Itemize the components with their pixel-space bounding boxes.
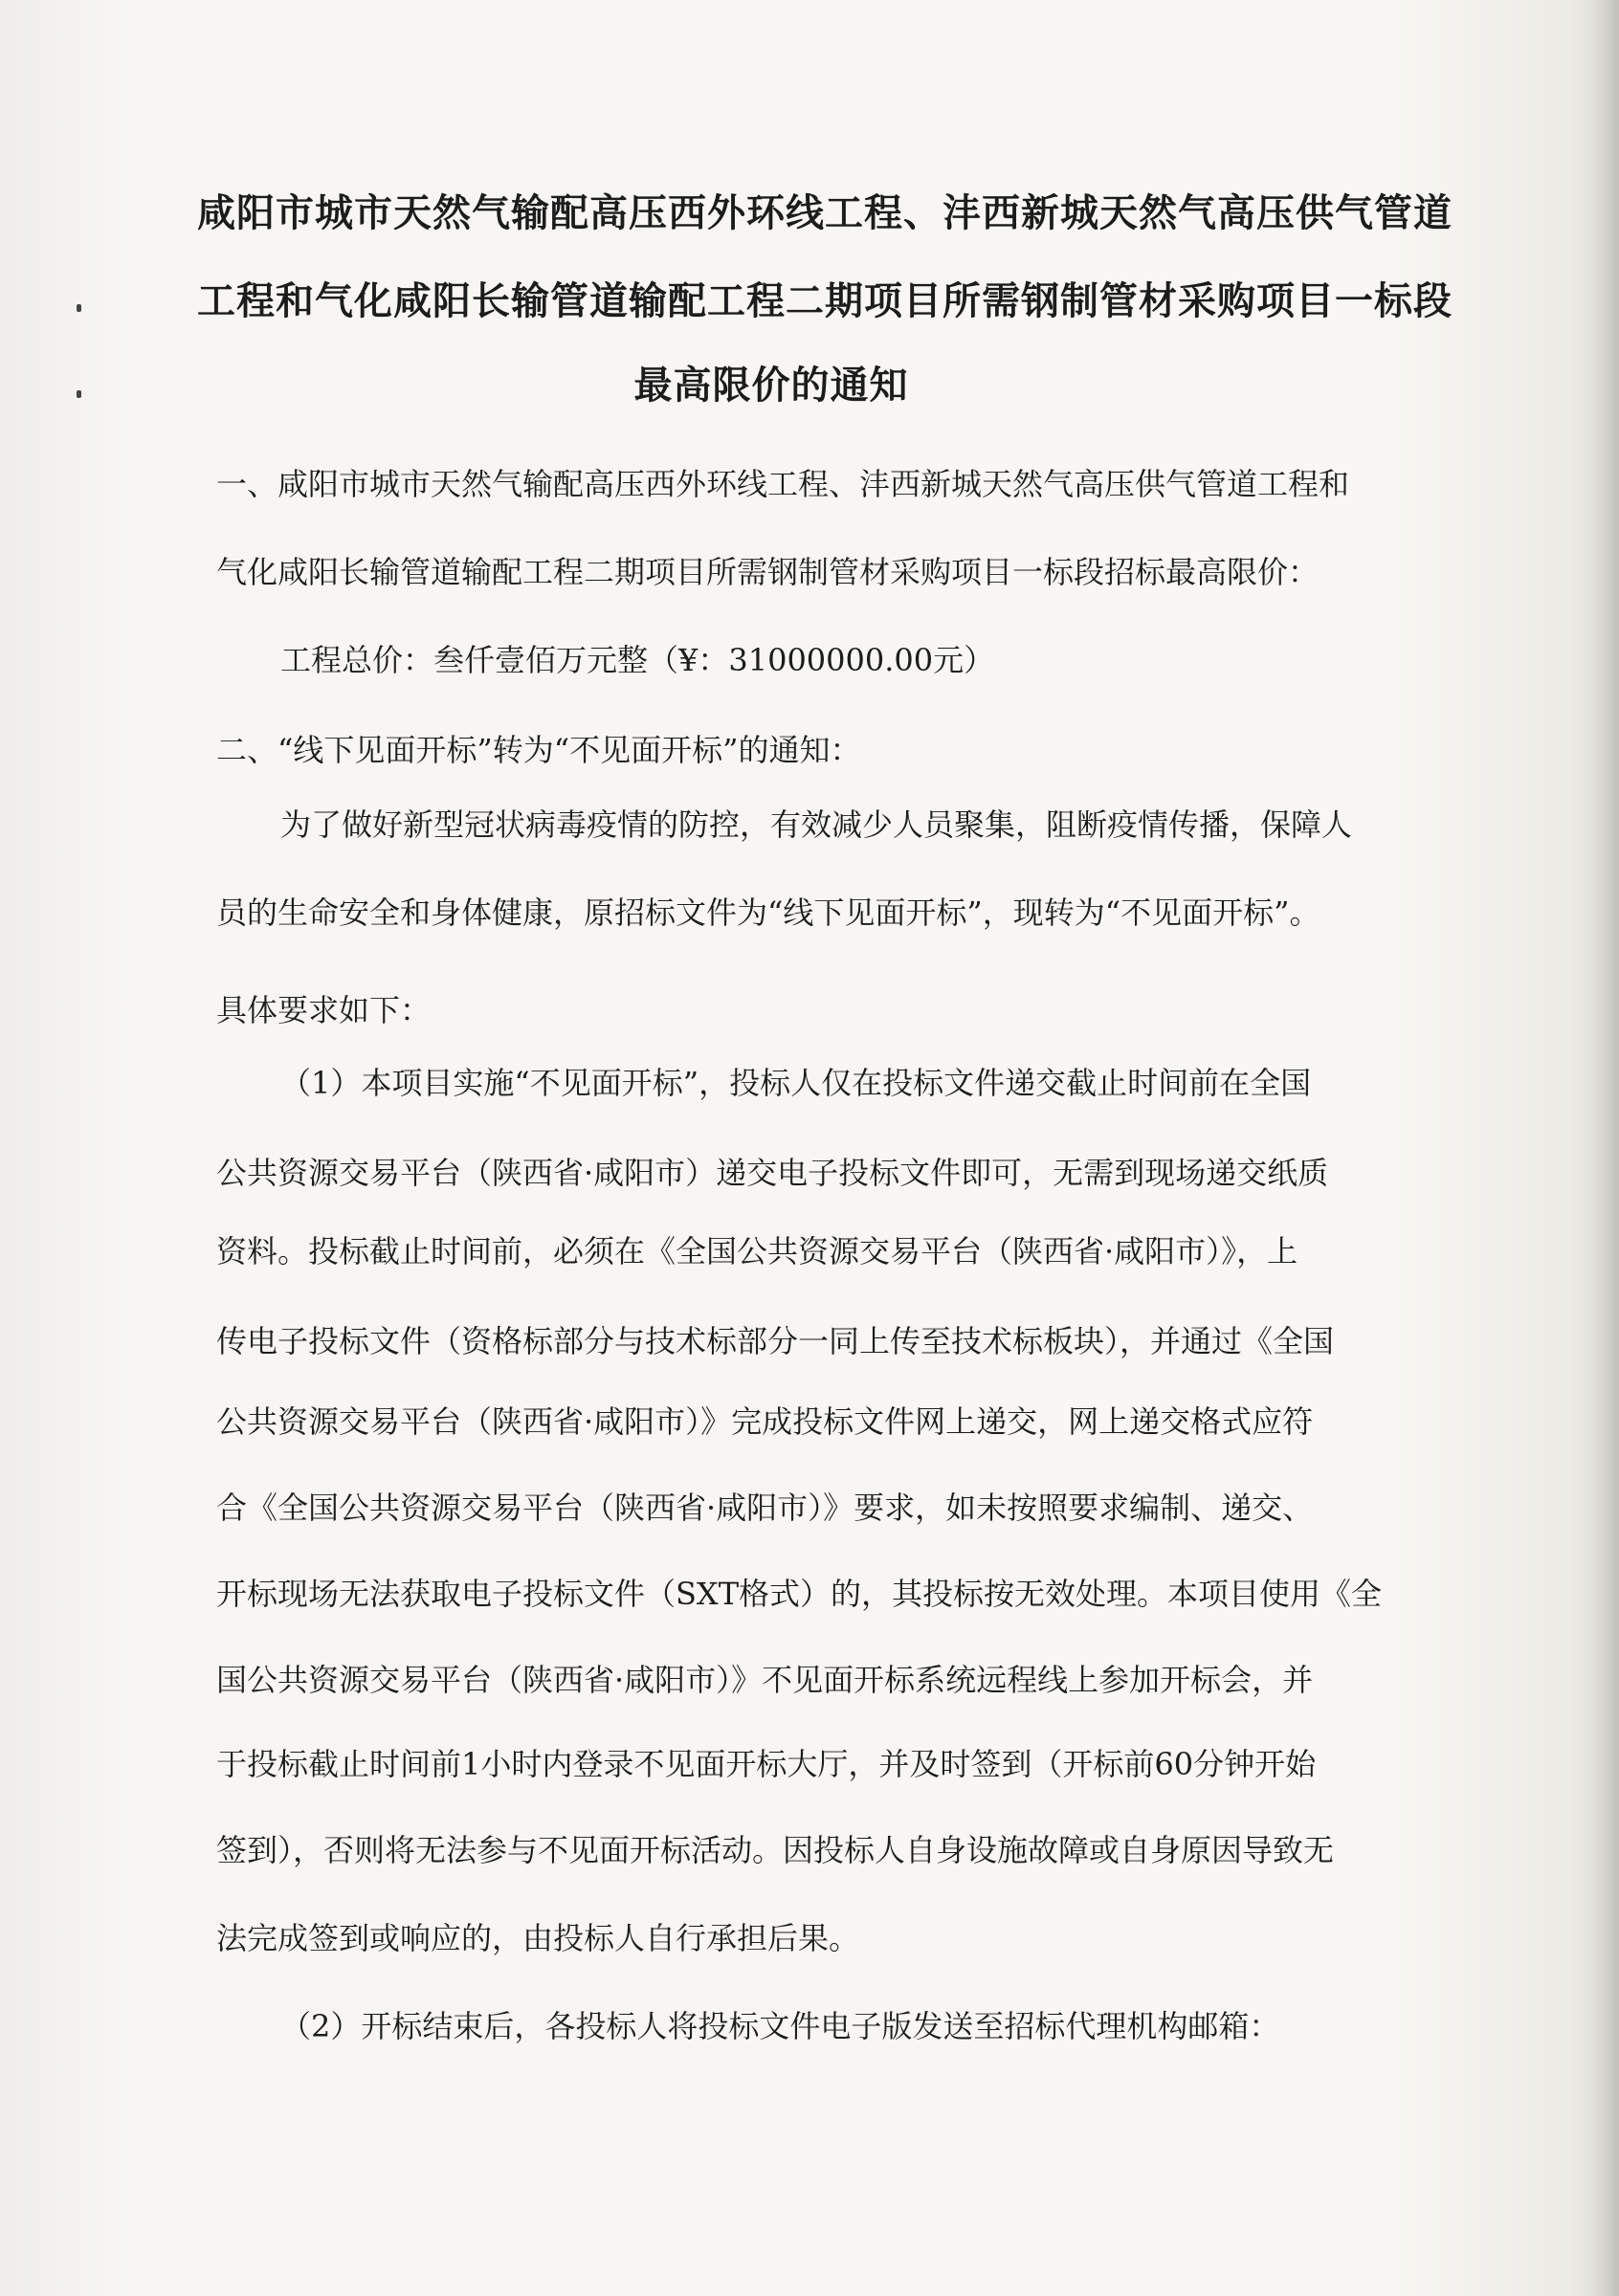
- notice-title-line-3: 最高限价的通知: [633, 363, 909, 408]
- item1-line: （1）本项目实施“不见面开标”，投标人仅在投标文件递交截止时间前在全国: [280, 1065, 1312, 1101]
- section2-intro-line: 员的生命安全和身体健康，原招标文件为“线下见面开标”，现转为“不见面开标”。: [216, 894, 1320, 931]
- item1-line: 合《全国公共资源交易平台（陕西省·咸阳市）》要求，如未按照要求编制、递交、: [216, 1490, 1314, 1526]
- item2-line: （2）开标结束后，各投标人将投标文件电子版发送至招标代理机构邮箱：: [280, 2008, 1280, 2044]
- notice-title-line-2: 工程和气化咸阳长输管道输配工程二期项目所需钢制管材采购项目一标段: [197, 278, 1453, 323]
- item1-line: 传电子投标文件（资格标部分与技术标部分一同上传至技术标板块），并通过《全国: [216, 1323, 1335, 1359]
- section1-line-1: 一、咸阳市城市天然气输配高压西外环线工程、沣西新城天然气高压供气管道工程和: [216, 466, 1350, 502]
- notice-title-line-1: 咸阳市城市天然气输配高压西外环线工程、沣西新城天然气高压供气管道: [197, 190, 1453, 235]
- section2-intro-line: 为了做好新型冠状病毒疫情的防控，有效减少人员聚集，阻断疫情传播，保障人: [280, 806, 1353, 843]
- item1-line: 公共资源交易平台（陕西省·咸阳市）递交电子投标文件即可，无需到现场递交纸质: [216, 1155, 1329, 1191]
- item1-line: 国公共资源交易平台（陕西省·咸阳市）》不见面开标系统远程线上参加开标会，并: [216, 1662, 1314, 1698]
- section2-heading: 二、“线下见面开标”转为“不见面开标”的通知：: [216, 732, 861, 768]
- item1-line: 法完成签到或响应的，由投标人自行承担后果。: [216, 1920, 860, 1956]
- item1-line: 资料。投标截止时间前，必须在《全国公共资源交易平台（陕西省·咸阳市）》，上: [216, 1233, 1298, 1269]
- item1-line: 开标现场无法获取电子投标文件（SXT格式）的，其投标按无效处理。本项目使用《全: [216, 1576, 1383, 1612]
- item1-line: 签到），否则将无法参与不见面开标活动。因投标人自身设施故障或自身原因导致无: [216, 1832, 1335, 1868]
- section1-total-price: 工程总价：叁仟壹佰万元整（¥：31000000.00元）: [280, 642, 995, 678]
- section2-intro-line: 具体要求如下：: [216, 992, 432, 1028]
- item1-line: 公共资源交易平台（陕西省·咸阳市）》完成投标文件网上递交，网上递交格式应符: [216, 1403, 1314, 1440]
- scan-speck: [77, 390, 81, 398]
- page-fold-shadow: [1590, 0, 1619, 2296]
- item1-line: 于投标截止时间前1小时内登录不见面开标大厅，并及时签到（开标前60分钟开始: [216, 1746, 1317, 1782]
- scan-speck: [77, 304, 81, 312]
- section1-line-2: 气化咸阳长输管道输配工程二期项目所需钢制管材采购项目一标段招标最高限价：: [216, 554, 1320, 590]
